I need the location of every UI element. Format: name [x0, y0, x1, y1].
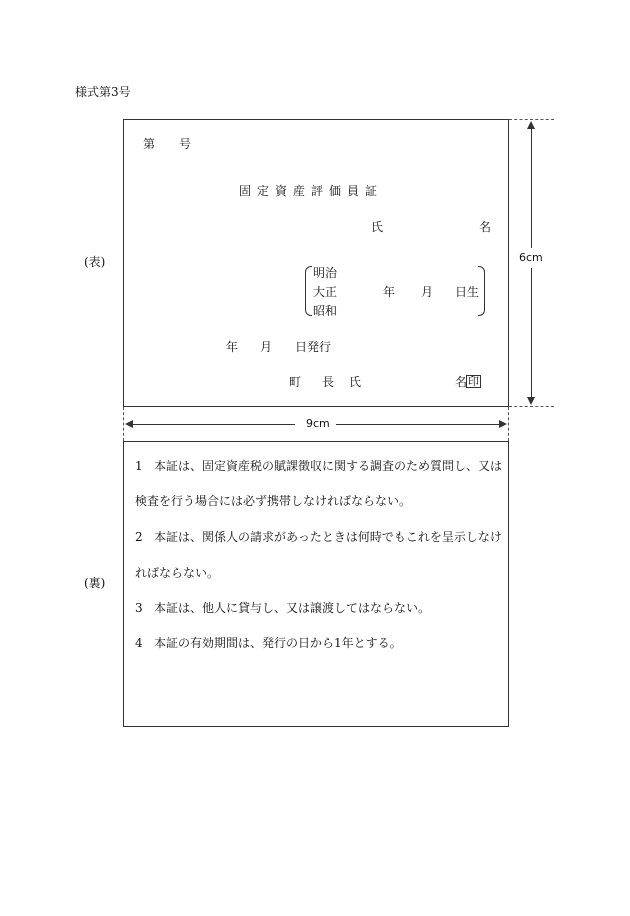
width-label: 9cm — [306, 417, 330, 430]
era-showa: 昭和 — [313, 304, 338, 318]
note-1-line-2: 検査を行う場合には必ず携帯しなければならない。 — [135, 494, 412, 508]
note-4-number: 4 — [135, 636, 143, 650]
front-card — [123, 119, 509, 407]
certificate-number-suffix: 号 — [179, 137, 192, 151]
width-line-right — [336, 424, 499, 425]
mayor-title-label: 長 — [322, 375, 335, 389]
note-2-line-2: ればならない。 — [135, 566, 220, 580]
note-1-number: 1 — [135, 459, 143, 473]
era-meiji: 明治 — [313, 266, 338, 280]
width-arrow-right-icon — [499, 420, 507, 428]
height-extension-bottom — [509, 406, 554, 407]
width-extension-right — [508, 407, 509, 441]
height-extension-top — [509, 119, 554, 120]
era-taisho: 大正 — [313, 285, 338, 299]
width-line-left — [132, 424, 295, 425]
note-2-number: 2 — [135, 530, 143, 544]
note-3-number: 3 — [135, 601, 143, 615]
form-number: 様式第3号 — [75, 85, 131, 99]
back-card — [123, 441, 509, 727]
issue-month-label: 月 — [260, 340, 273, 354]
name-label-1: 氏 — [371, 220, 384, 234]
width-extension-left — [123, 407, 124, 441]
card-title: 固定資産評価員証 — [239, 184, 384, 198]
back-side-label: (裏) — [84, 576, 106, 590]
height-line-bottom — [531, 268, 532, 398]
birth-year-label: 年 — [383, 285, 396, 299]
height-label: 6cm — [519, 251, 543, 264]
mayor-town-label: 町 — [289, 375, 302, 389]
issue-year-label: 年 — [226, 340, 239, 354]
birth-day-label: 日生 — [455, 285, 480, 299]
era-bracket-right — [478, 266, 485, 316]
mayor-name-label: 氏 — [349, 375, 362, 389]
seal-mark: 印 — [468, 375, 479, 388]
birth-month-label: 月 — [421, 285, 434, 299]
front-side-label: (表) — [84, 255, 106, 269]
note-1-line-1: 本証は、固定資産税の賦課徴収に関する調査のため質問し、又は — [154, 459, 503, 473]
note-3-line-1: 本証は、他人に貸与し、又は譲渡してはならない。 — [154, 601, 431, 615]
certificate-number-label: 第 — [143, 137, 156, 151]
height-line-top — [531, 128, 532, 248]
height-arrow-down-icon — [527, 397, 535, 405]
mayor-name-suffix: 名 — [455, 375, 468, 389]
note-2-line-1: 本証は、関係人の請求があったときは何時でもこれを呈示しなけ — [154, 530, 502, 544]
issue-day-label: 日発行 — [295, 340, 332, 354]
note-4-line-1: 本証の有効期間は、発行の日から1年とする。 — [154, 636, 402, 650]
name-label-2: 名 — [479, 220, 492, 234]
era-bracket-left — [305, 266, 312, 316]
